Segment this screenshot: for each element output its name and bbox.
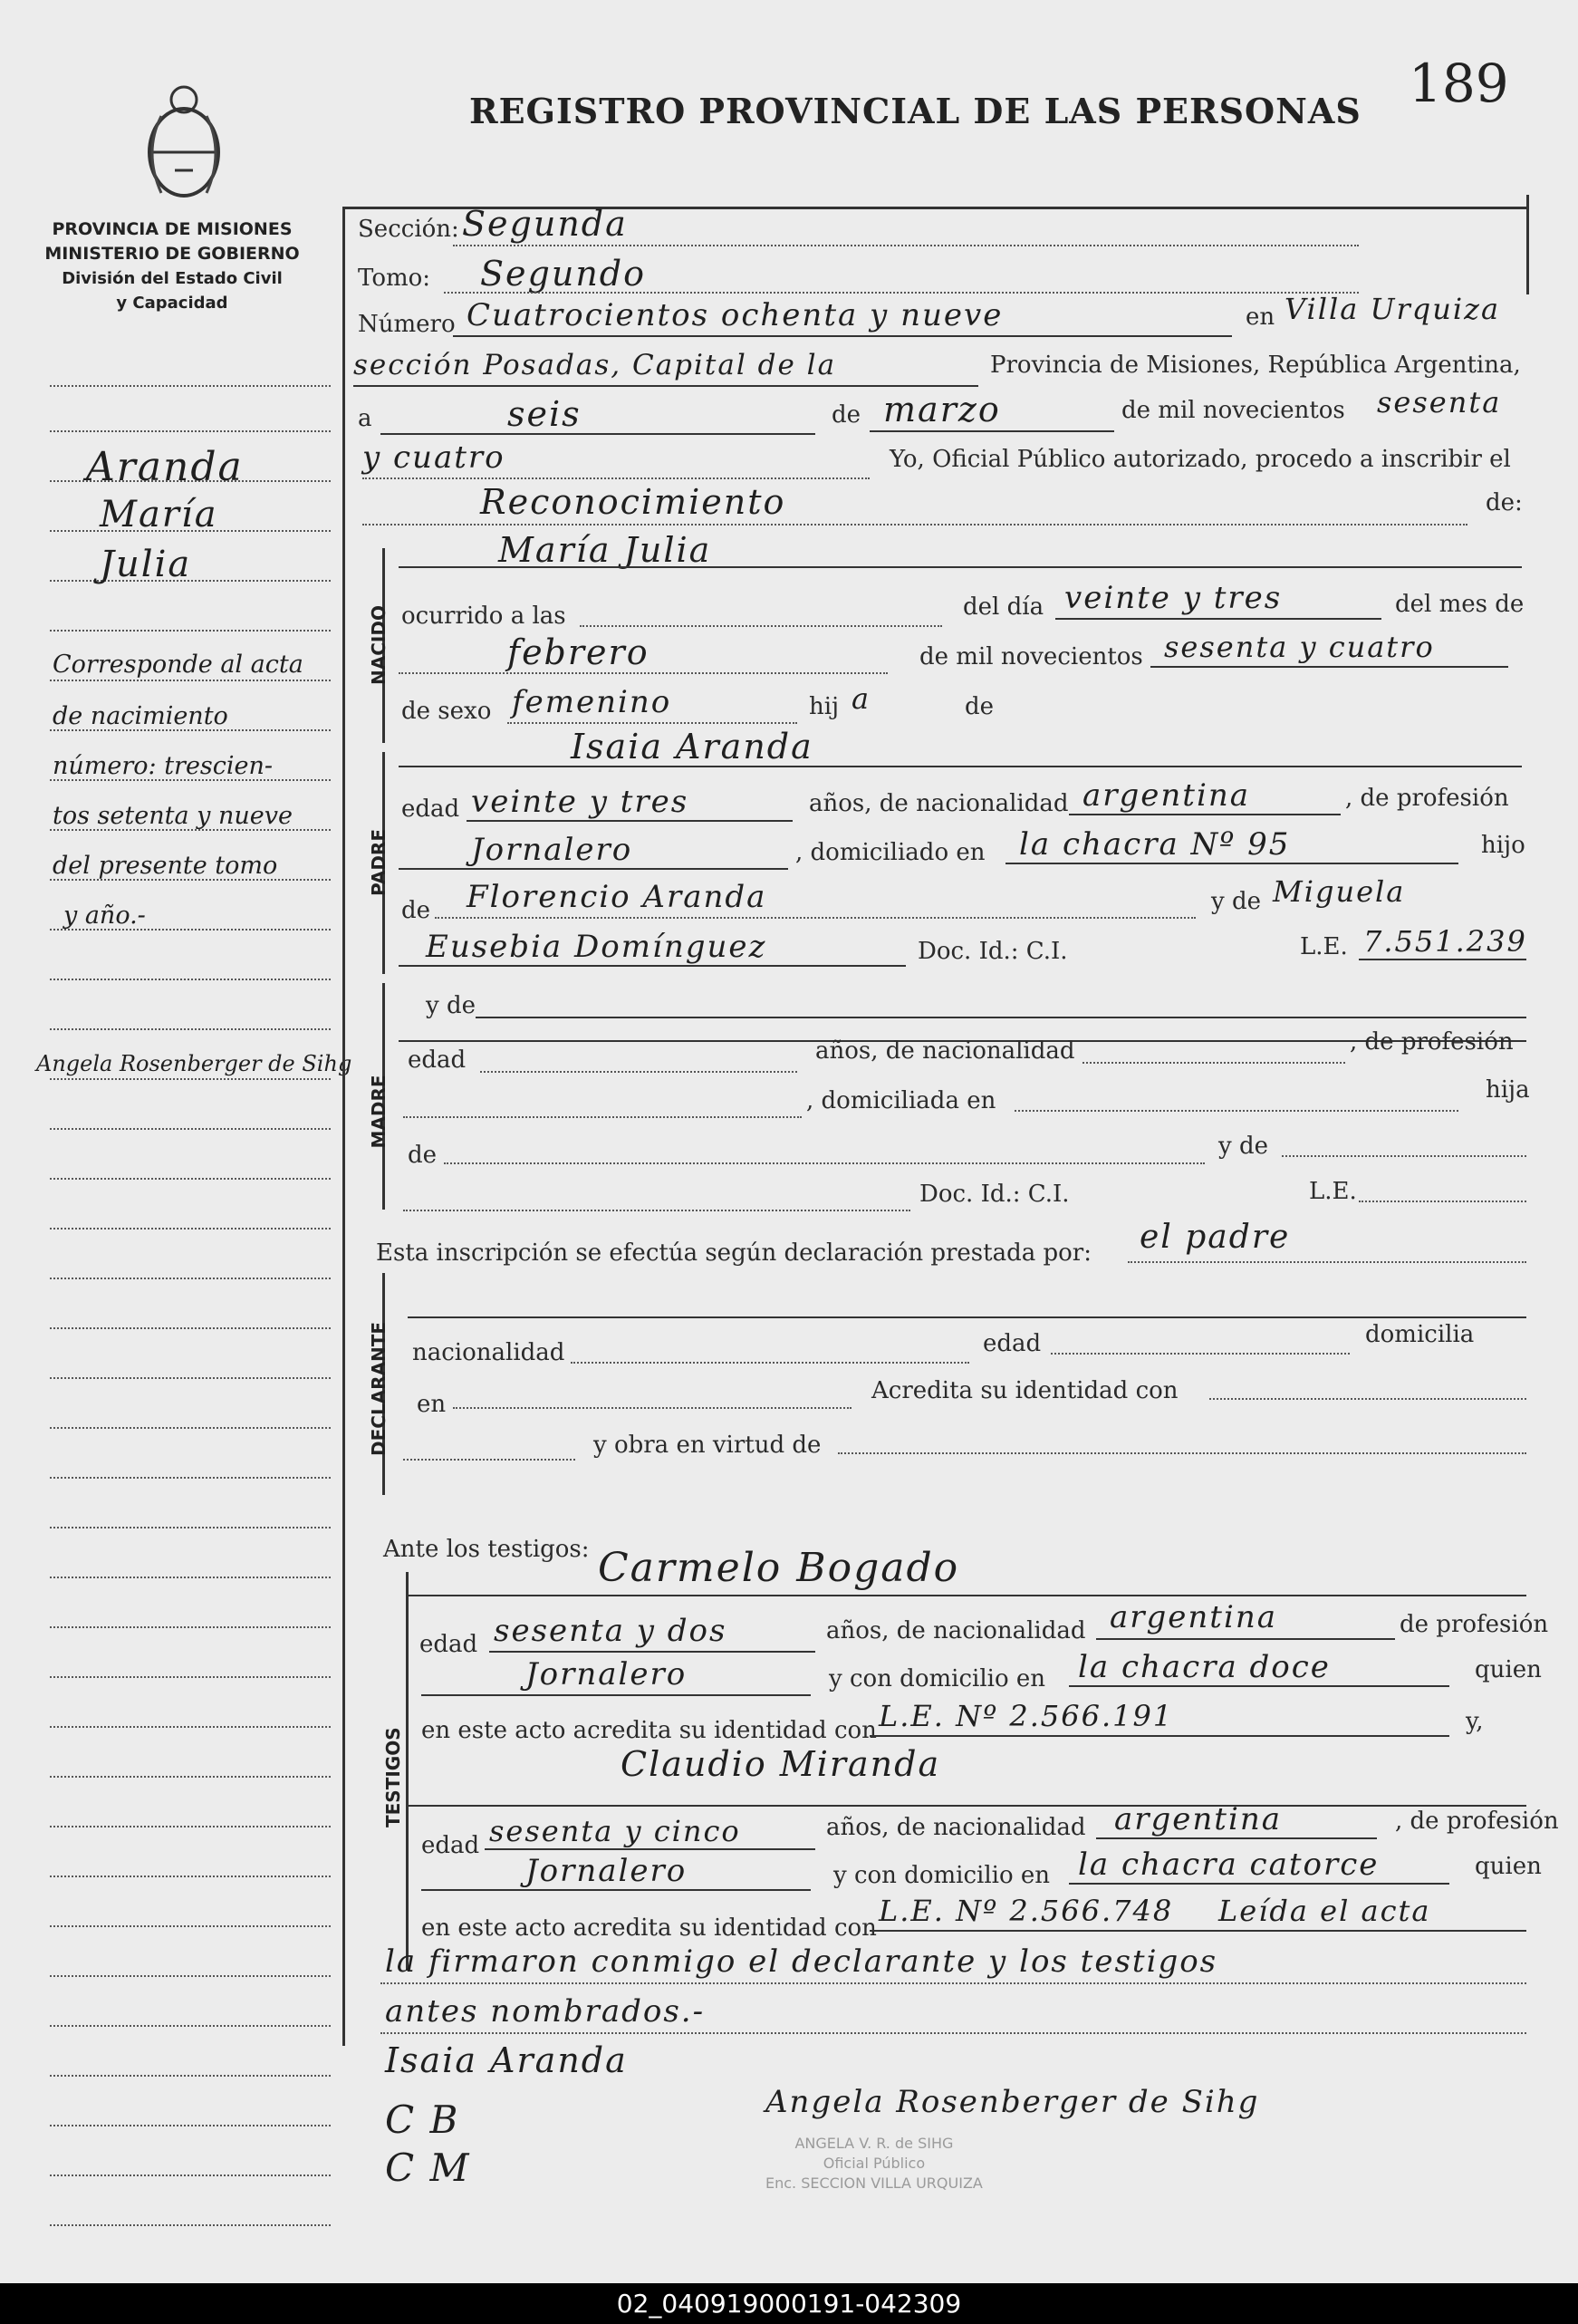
label-hijo: hijo	[1481, 832, 1525, 859]
side-label-madre: MADRE	[368, 1075, 390, 1149]
label-edad-t1: edad	[419, 1631, 478, 1658]
label-y-de: y de	[1211, 888, 1261, 915]
capacity-label: y Capacidad	[116, 294, 228, 313]
entry-nombre: María Julia	[498, 530, 712, 570]
margin-note-line6: y año.-	[63, 902, 146, 930]
label-en: en	[1246, 304, 1275, 331]
signature-cm: C M	[385, 2146, 471, 2190]
label-de-4: de	[408, 1142, 438, 1169]
label-y-comma: y,	[1466, 1708, 1484, 1735]
label-profesion-padre: , de profesión	[1345, 785, 1509, 812]
label-ante-testigos: Ante los testigos:	[383, 1536, 590, 1563]
label-anios-nac-madre: años, de nacionalidad	[815, 1037, 1075, 1065]
label-seccion: Sección:	[358, 216, 459, 243]
label-edad-padre: edad	[401, 796, 460, 823]
division-label: División del Estado Civil	[62, 269, 283, 288]
label-acredita-t1: en este acto acredita su identidad con	[421, 1717, 877, 1744]
entry-t2-domicilio: la chacra catorce	[1078, 1847, 1380, 1883]
label-domicilia: domicilia	[1365, 1321, 1475, 1348]
label-tomo: Tomo:	[358, 265, 431, 292]
stamp-line1: ANGELA V. R. de SIHG	[794, 2135, 954, 2152]
label-profesion-t1: de profesión	[1400, 1611, 1549, 1638]
coat-of-arms-emblem	[134, 80, 234, 207]
entry-t1-domicilio: la chacra doce	[1078, 1649, 1331, 1685]
label-ocurrido: ocurrido a las	[401, 603, 566, 630]
left-header	[36, 217, 308, 315]
margin-note-line5: del presente tomo	[53, 852, 278, 880]
label-profesion-t2: , de profesión	[1395, 1808, 1559, 1835]
entry-padre-domicilio: la chacra Nº 95	[1019, 826, 1291, 863]
entry-dia: seis	[507, 394, 582, 434]
label-edad-t2: edad	[421, 1832, 480, 1859]
entry-abuela1: Miguela	[1273, 874, 1406, 909]
label-nacionalidad-decl: nacionalidad	[412, 1339, 565, 1366]
side-label-testigos: TESTIGOS	[382, 1727, 404, 1827]
entry-cierre1: la firmaron conmigo el declarante y los testigos	[385, 1943, 1218, 1980]
entry-padre-edad: veinte y tres	[471, 784, 689, 820]
label-con-domicilio-t2: y con domicilio en	[833, 1862, 1051, 1889]
signature-official: Angela Rosenberger de Sihg	[765, 2084, 1260, 2120]
entry-mes-nac: febrero	[507, 632, 649, 672]
label-a: a	[358, 405, 372, 432]
margin-signature: Angela Rosenberger de Sihg	[36, 1051, 352, 1076]
label-edad-madre: edad	[408, 1046, 467, 1074]
entry-tomo: Segundo	[480, 254, 646, 294]
main-frame-right	[1526, 195, 1529, 294]
entry-lugar: Villa Urquiza	[1285, 292, 1501, 326]
label-anios-nac-t1: años, de nacionalidad	[826, 1617, 1086, 1644]
main-frame-left	[342, 207, 345, 2046]
entry-anio1: sesenta	[1377, 385, 1502, 419]
entry-t2-nacionalidad: argentina	[1114, 1801, 1283, 1837]
label-de-mil: de mil novecientos	[1121, 397, 1345, 424]
label-de-2: de	[965, 693, 995, 720]
label-de-sexo: de sexo	[401, 698, 492, 725]
label-hij: hij	[809, 693, 840, 720]
margin-surname: Aranda	[86, 444, 244, 490]
margin-name1: María	[100, 494, 218, 535]
label-del-dia: del día	[963, 593, 1044, 621]
label-hija: hija	[1486, 1076, 1530, 1104]
entry-anio-nac: sesenta y cuatro	[1164, 630, 1435, 664]
entry-t1-edad: sesenta y dos	[494, 1613, 727, 1649]
margin-name2: Julia	[100, 544, 192, 585]
label-de-3: de	[401, 897, 431, 924]
signature-isaia-aranda: Isaia Aranda	[385, 2040, 628, 2080]
entry-t2-doc: L.E. Nº 2.566.748	[879, 1894, 1174, 1928]
margin-note-line3: número: trescien-	[53, 752, 274, 780]
entry-mes: marzo	[883, 390, 1001, 429]
side-label-nacido: NACIDO	[368, 605, 390, 685]
page-number: 189	[1409, 53, 1509, 114]
entry-padre-nacionalidad: argentina	[1082, 777, 1251, 814]
province-label: PROVINCIA DE MISIONES	[52, 219, 293, 239]
label-en-decl: en	[417, 1391, 447, 1418]
label-domiciliado: , domiciliado en	[795, 839, 986, 866]
stamp-line3: Enc. SECCION VILLA URQUIZA	[765, 2175, 983, 2192]
side-label-declarante: DECLARANTE	[368, 1321, 390, 1456]
entry-hija-suffix: a	[852, 681, 871, 716]
stamp-line2: Oficial Público	[823, 2155, 926, 2172]
label-quien-t2: quien	[1475, 1853, 1542, 1880]
entry-padre-le: 7.551.239	[1363, 924, 1527, 959]
margin-note-line2: de nacimiento	[53, 702, 228, 730]
entry-numero: Cuatrocientos ochenta y nueve	[467, 297, 1004, 333]
entry-abuela2: Eusebia Domínguez	[426, 929, 767, 965]
entry-dia-nac: veinte y tres	[1064, 580, 1283, 616]
entry-leida: Leída el acta	[1218, 1894, 1431, 1928]
entry-seccion-posadas: sección Posadas, Capital de la	[353, 349, 837, 381]
margin-note-line1: Corresponde al acta	[53, 651, 303, 679]
label-anios-nac-padre: años, de nacionalidad	[809, 790, 1069, 817]
entry-t1-profesion: Jornalero	[525, 1656, 688, 1692]
registry-title: REGISTRO PROVINCIAL DE LAS PERSONAS	[469, 91, 1362, 131]
label-yo-oficial: Yo, Oficial Público autorizado, procedo a inscribir el	[890, 446, 1511, 473]
label-con-domicilio-t1: y con domicilio en	[829, 1665, 1046, 1692]
entry-t1-nacionalidad: argentina	[1110, 1599, 1278, 1635]
label-declaracion: Esta inscripción se efectúa según declaración prestada por:	[376, 1239, 1092, 1267]
entry-t2-profesion: Jornalero	[525, 1853, 688, 1889]
label-del-mes-de: del mes de	[1395, 591, 1525, 618]
label-profesion-madre: , de profesión	[1350, 1028, 1514, 1056]
side-label-padre: PADRE	[368, 829, 390, 896]
entry-declarante: el padre	[1140, 1219, 1291, 1256]
entry-padre-profesion: Jornalero	[471, 832, 633, 868]
label-de-colon: de:	[1486, 489, 1523, 516]
entry-padre-nombre: Isaia Aranda	[571, 727, 813, 767]
label-doc-id-madre: Doc. Id.: C.I.	[919, 1181, 1070, 1208]
entry-t1-doc: L.E. Nº 2.566.191	[879, 1699, 1174, 1733]
label-domiciliada: , domiciliada en	[806, 1087, 996, 1114]
label-le-madre: L.E.	[1309, 1178, 1357, 1205]
label-edad-decl: edad	[983, 1330, 1042, 1357]
label-doc-id-padre: Doc. Id.: C.I.	[918, 938, 1068, 965]
margin-note-line4: tos setenta y nueve	[53, 802, 293, 830]
label-y-de-madre: y de	[426, 992, 476, 1019]
label-de-1: de	[832, 401, 861, 429]
entry-t1-nombre: Carmelo Bogado	[598, 1545, 960, 1591]
entry-seccion: Segunda	[462, 204, 628, 244]
footer-id-bar: 02_040919000191-042309	[0, 2283, 1578, 2324]
entry-tipo: Reconocimiento	[480, 482, 786, 522]
label-le-padre: L.E.	[1300, 933, 1348, 960]
label-anios-nac-t2: años, de nacionalidad	[826, 1814, 1086, 1841]
entry-sexo: femenino	[512, 684, 672, 720]
entry-anio2: y cuatro	[362, 439, 505, 476]
label-acredita-decl: Acredita su identidad con	[871, 1377, 1179, 1404]
signature-cb: C B	[385, 2097, 460, 2142]
entry-t2-edad: sesenta y cinco	[489, 1814, 741, 1848]
label-quien-t1: quien	[1475, 1656, 1542, 1683]
entry-abuelo: Florencio Aranda	[467, 879, 767, 915]
entry-cierre2: antes nombrados.-	[385, 1993, 706, 2030]
official-stamp	[765, 2134, 983, 2194]
label-de-mil2: de mil novecientos	[919, 643, 1143, 670]
label-obra: y obra en virtud de	[593, 1432, 822, 1459]
label-provincia: Provincia de Misiones, República Argentina,	[990, 352, 1521, 379]
entry-t2-nombre: Claudio Miranda	[621, 1744, 941, 1784]
label-y-de-2: y de	[1218, 1133, 1268, 1160]
ministry-label: MINISTERIO DE GOBIERNO	[44, 244, 300, 264]
label-numero: Número	[358, 311, 456, 338]
label-acredita-t2: en este acto acredita su identidad con	[421, 1914, 877, 1942]
